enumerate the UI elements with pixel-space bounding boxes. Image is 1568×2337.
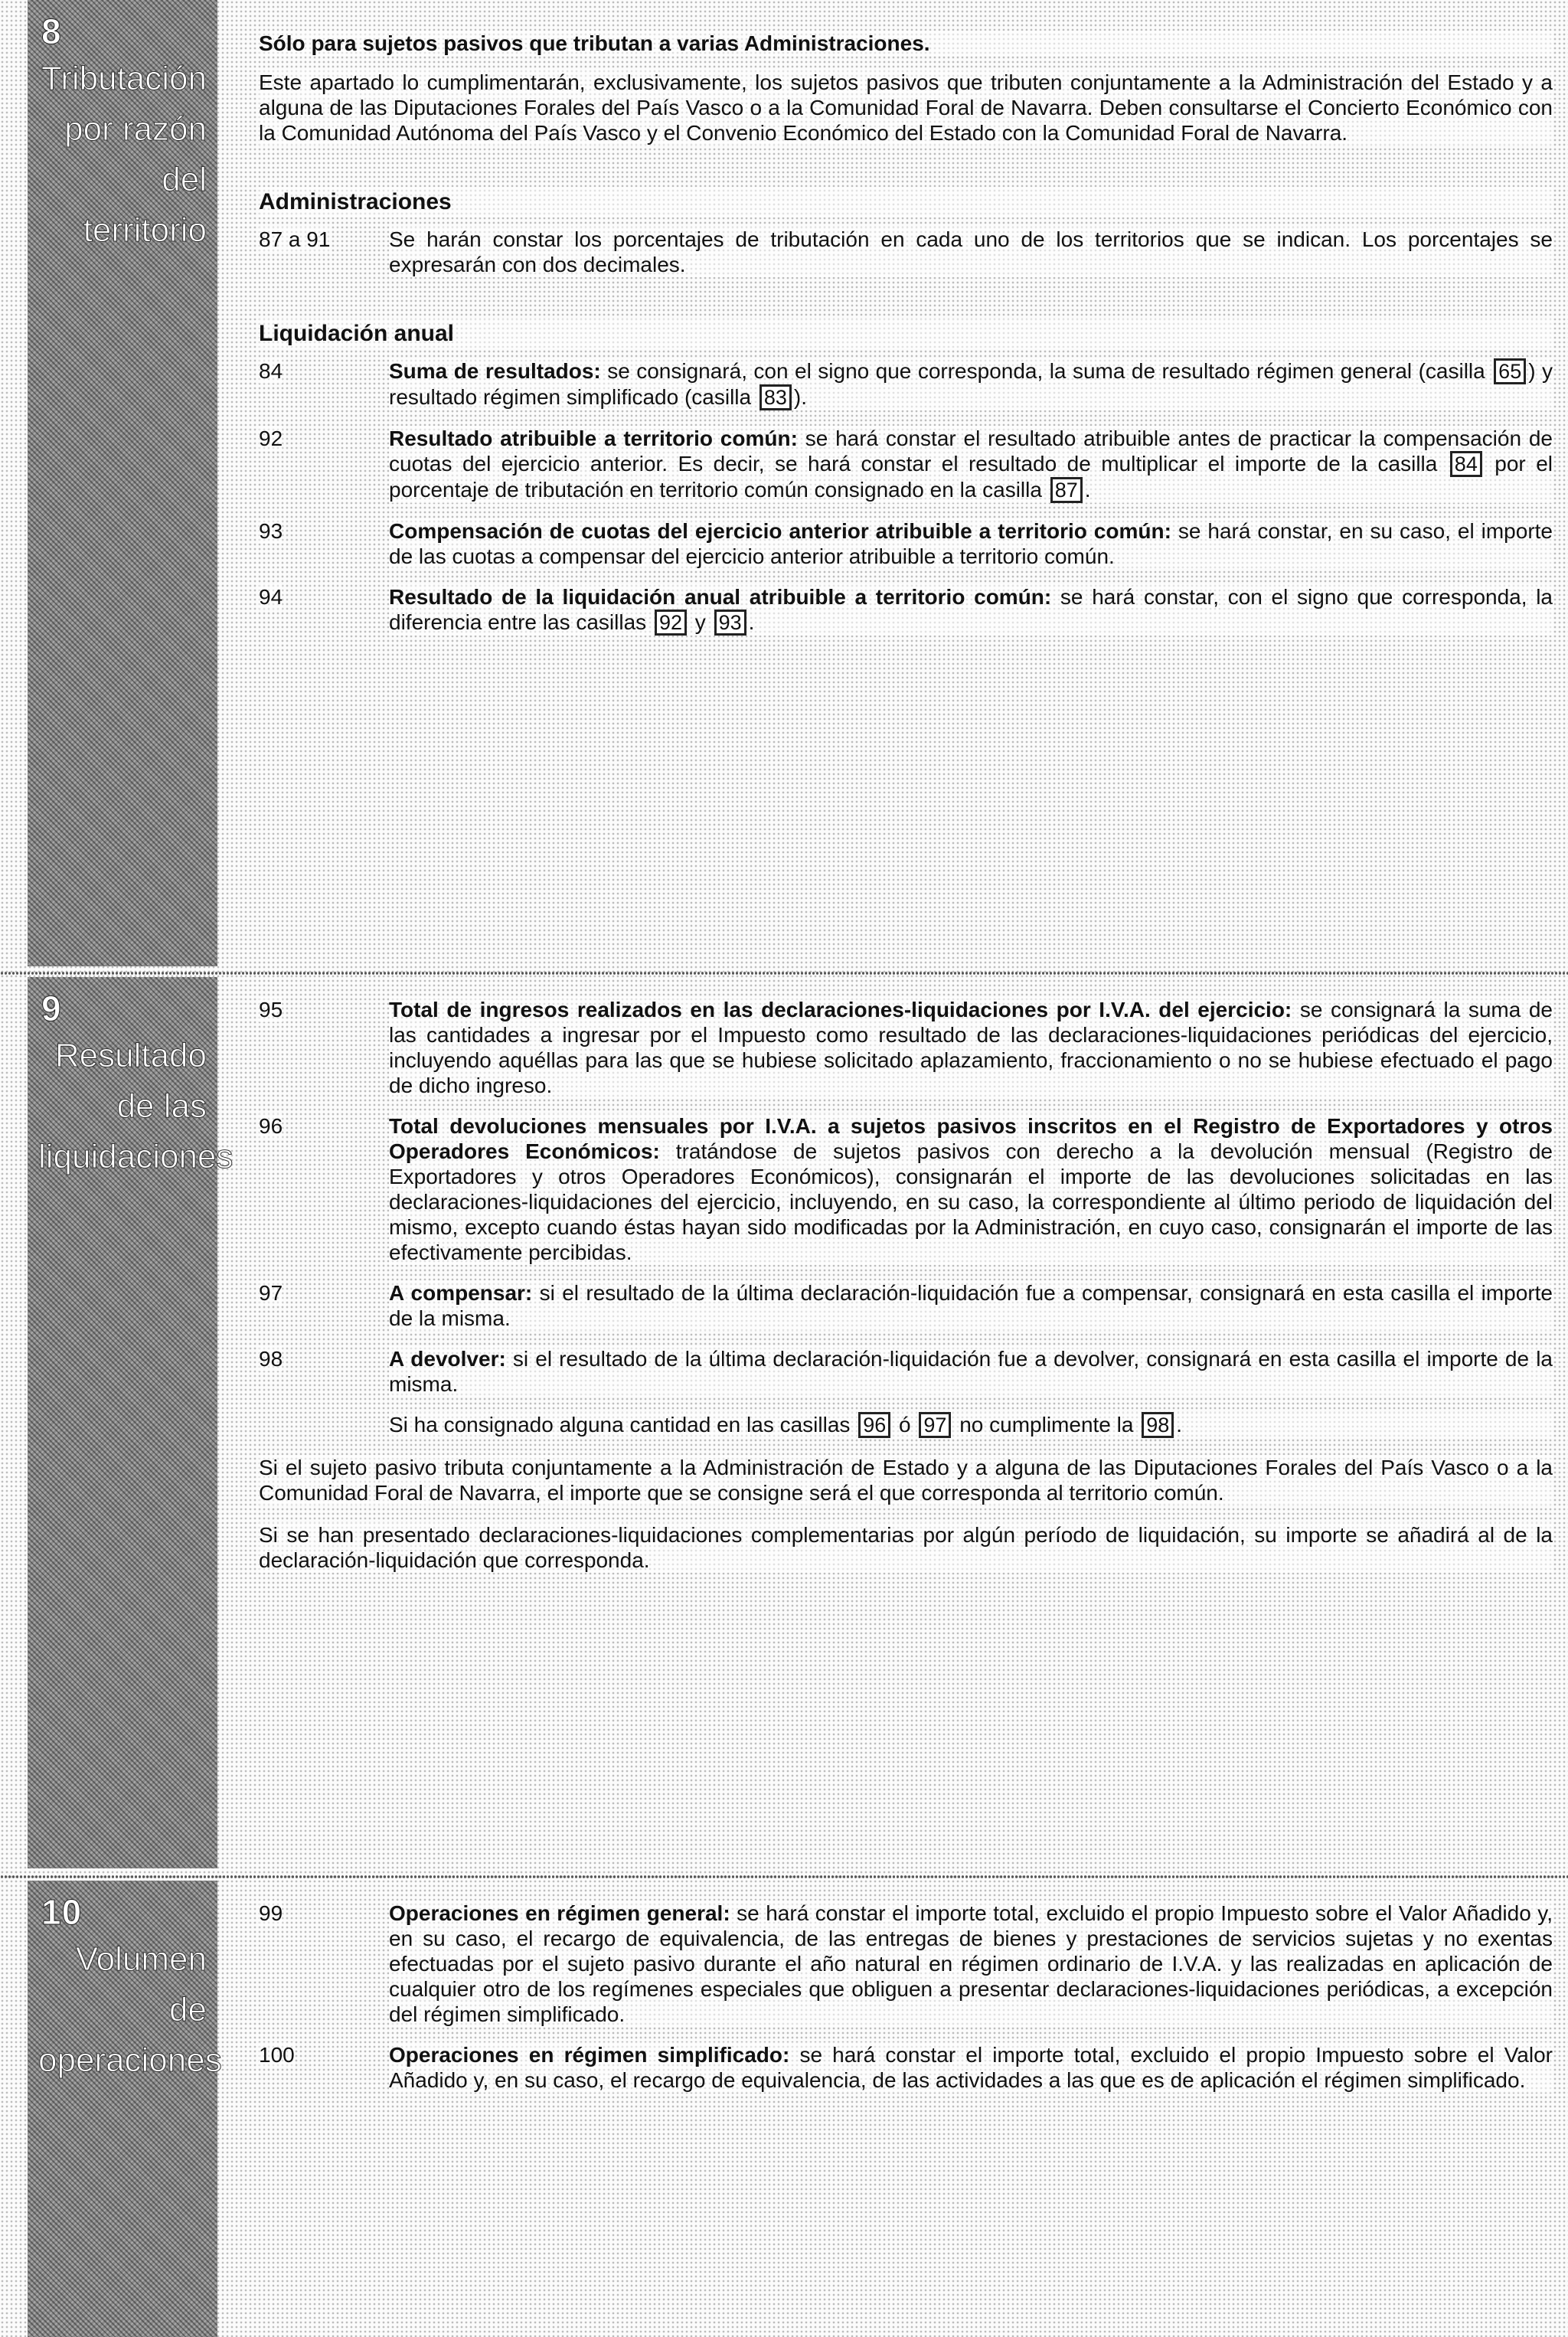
section-volumen [0, 1881, 1568, 2337]
row-text: A compensar: si el resultado de la última declaración-liquidación fue a compensar, consignará en esta casilla el importe de la misma. [389, 1281, 1553, 1330]
row-text: Compensación de cuotas del ejercicio anterior atribuible a territorio común: se hará constar, en su caso, el importe de las cuotas a compensar del ejercicio anterior atribuible a territorio común. [389, 519, 1553, 568]
casilla-box: 65 [1494, 358, 1526, 384]
row-text: Operaciones en régimen general: se hará constar el importe total, excluido el propio Impuesto sobre el Valor Añadido y, en su caso, el recargo de equivalencia, de las entregas de bienes y prestaciones de servicios sujetas y no exentas efectuadas por el sujeto pasivo durante el año natural en régimen ordinario de I.V.A. y las realizadas en aplicación de cualquier otro de los regímenes especiales que obliguen a presentar declaraciones-liquidaciones periódicas, a excepción del régimen simplificado. [389, 1901, 1553, 2026]
row-code: 87 a 91 [259, 227, 331, 251]
row-code: 99 [259, 1901, 283, 1925]
casillas-note: Si ha consignado alguna cantidad en las casillas 96 ó 97 no cumplimente la 98 . [389, 1412, 1553, 1438]
section-sidebar [28, 977, 234, 1868]
section-resultado [0, 977, 1568, 1868]
section-divider [0, 971, 1568, 976]
row-code: 97 [259, 1281, 283, 1305]
section-sidebar [28, 0, 217, 966]
row-text: A devolver: si el resultado de la última declaración-liquidación fue a devolver, consignará en esta casilla el importe de la misma. [389, 1347, 1553, 1396]
section-number: 8 [41, 11, 62, 51]
row-92 [259, 426, 1553, 503]
row-94 [259, 584, 1553, 636]
row-95 [259, 997, 1553, 1098]
row-84 [259, 358, 1553, 410]
casilla-box: 84 [1450, 451, 1482, 477]
row-code: 95 [259, 998, 283, 1021]
row-text: Resultado atribuible a territorio común: se hará constar el resultado atribuible antes de practicar la compensación de cuotas del ejercicio anterior. Es decir, se hará constar el resultado de multiplicar el importe de la casilla 84 por el porcentaje de tributación en territorio común consignado en la casilla 87 . [389, 427, 1553, 502]
intro-text: Este apartado lo cumplimentarán, exclusivamente, los sujetos pasivos que tributen conjuntamente a la Administración del Estado y a alguna de las Diputaciones Forales del País Vasco o a la Comunidad Foral de Navarra. Deben consultarse el Concierto Económico con la Comunidad Autónoma del País Vasco y el Convenio Económico del Estado con la Comunidad Foral de Navarra. [259, 70, 1553, 145]
section-divider [0, 1875, 1568, 1879]
row-code: 98 [259, 1347, 283, 1371]
section-sidebar [28, 1881, 222, 2337]
row-text: Operaciones en régimen simplificado: se hará constar el importe total, excluido el propio Impuesto sobre el Valor Añadido y, en su caso, el recargo de equivalencia, de las actividades a las que es de aplicación el régimen simplificado. [389, 2043, 1553, 2092]
row-text: Total de ingresos realizados en las declaraciones-liquidaciones por I.V.A. del ejercicio: se consignará la suma de las cantidades a ingresar por el Impuesto como resultado de las declaraciones-liquidaciones periódicas del ejercicio, incluyendo aquéllas para las que se hubiese solicitado aplazamiento, fraccionamiento o no se hubiese efectuado el pago de dicho ingreso. [389, 998, 1553, 1097]
admin-row [259, 227, 1553, 277]
row-code: 93 [259, 519, 283, 543]
row-code: 94 [259, 585, 283, 609]
row-93 [259, 518, 1553, 569]
row-96 [259, 1113, 1553, 1265]
casilla-box: 92 [655, 610, 687, 636]
liquidacion-heading: Liquidación anual [259, 319, 1553, 349]
row-text: Resultado de la liquidación anual atribuible a territorio común: se hará constar, con el signo que corresponda, la diferencia entre las casillas 92 y 93 . [389, 585, 1553, 634]
casilla-box: 83 [760, 384, 792, 410]
section-number: 9 [41, 989, 62, 1028]
section-title: Volumen de operaciones [38, 1940, 222, 2079]
casilla-box: 93 [714, 610, 746, 636]
section-number: 10 [41, 1892, 83, 1932]
casilla-box: 97 [919, 1412, 951, 1438]
section-title: Resultado de las liquidaciones [38, 1037, 234, 1175]
row-code: 92 [259, 427, 283, 450]
intro-heading: Sólo para sujetos pasivos que tributan a varias Administraciones. [259, 31, 1553, 56]
administraciones-heading: Administraciones [259, 187, 1553, 217]
row-98 [259, 1346, 1553, 1397]
row-100 [259, 2042, 1553, 2093]
row-code: 100 [259, 2043, 295, 2067]
row-99 [259, 1901, 1553, 2027]
row-code: 84 [259, 359, 283, 383]
paragraph: Si el sujeto pasivo tributa conjuntamente a la Administración de Estado y a alguna de las Diputaciones Forales del País Vasco o a la Comunidad Foral de Navarra, el importe que se consigne será el que corresponda al territorio común. [259, 1456, 1553, 1505]
row-code: 96 [259, 1114, 283, 1138]
row-97 [259, 1280, 1553, 1331]
row-text: Suma de resultados: se consignará, con el signo que corresponda, la suma de resultado régimen general (casilla 65 ) y resultado régimen simplificado (casilla 83 ). [389, 359, 1553, 409]
section-title: Tributación por razón del territorio [41, 60, 207, 249]
casilla-box: 87 [1050, 477, 1083, 503]
paragraph: Si se han presentado declaraciones-liquidaciones complementarias por algún período de liquidación, su importe se añadirá al de la declaración-liquidación que corresponda. [259, 1523, 1553, 1572]
row-text: Total devoluciones mensuales por I.V.A. a sujetos pasivos inscritos en el Registro de Exportadores y otros Operadores Económicos: tratándose de sujetos pasivos con derecho a la devolución mensual (Registro de Exportadores y otros Operadores Económicos), consignarán el importe de las devoluciones solicitadas en las declaraciones-liquidaciones del ejercicio, incluyendo, en su caso, la correspondiente al último periodo de liquidación del mismo, excepto cuando éstas hayan sido modificadas por la Administración, en cuyo caso, consignarán el importe de las efectivamente percibidas. [389, 1114, 1553, 1264]
casilla-box: 96 [858, 1412, 890, 1438]
row-text: Se harán constar los porcentajes de tributación en cada uno de los territorios que se indican. Los porcentajes se expresarán con dos decimales. [389, 227, 1553, 276]
section-territorio [0, 0, 1568, 966]
casilla-box: 98 [1142, 1412, 1174, 1438]
